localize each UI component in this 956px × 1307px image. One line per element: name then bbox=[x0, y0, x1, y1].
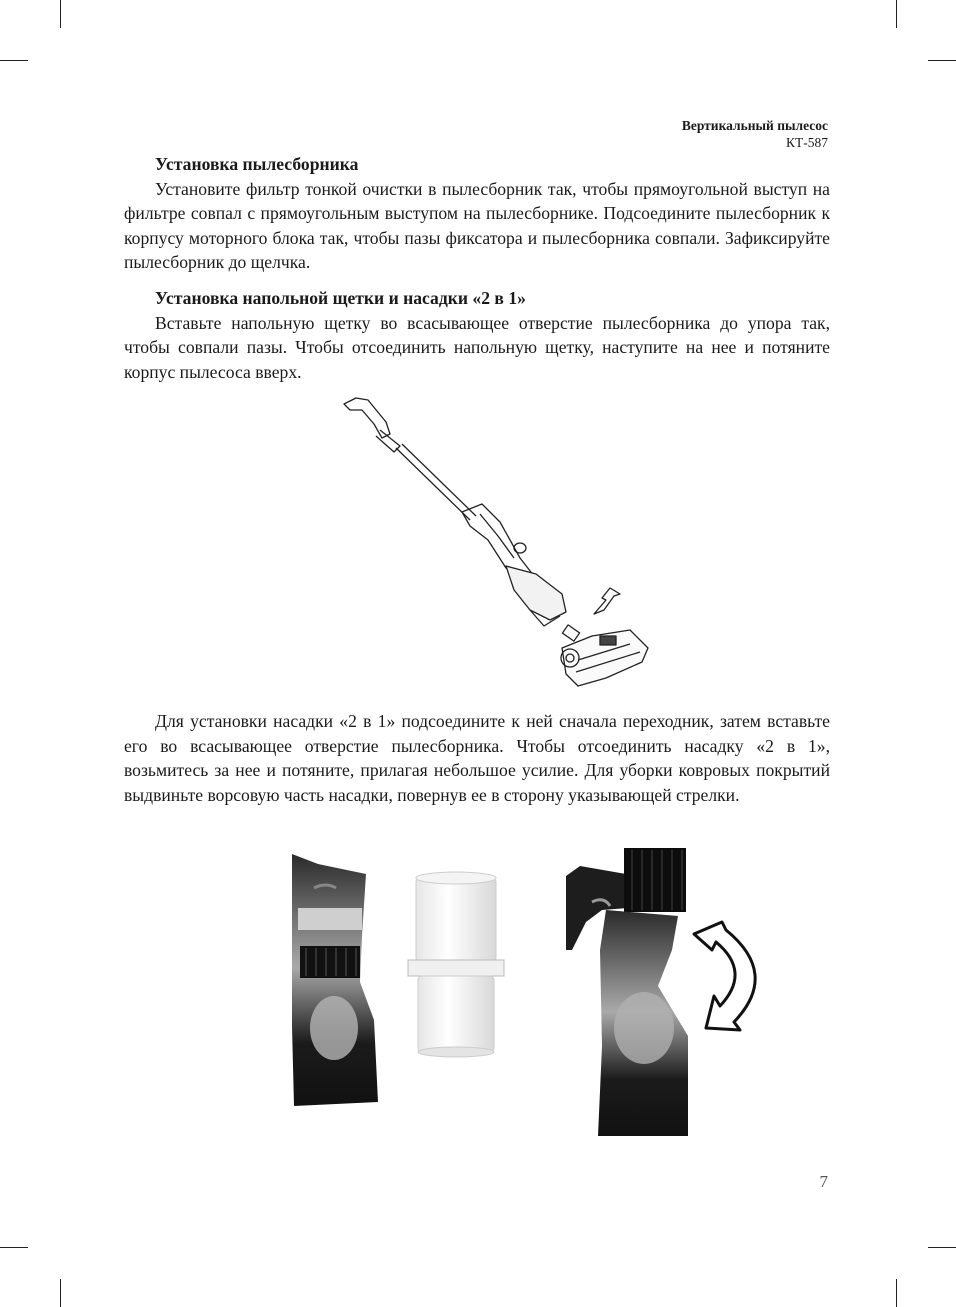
section-text: Для установки насадки «2 в 1» подсоедините к ней сначала переходник, затем вставьте его во всасывающее отверстие пылесборника. Чтобы отсоединить насадку «2 в 1», возьмитесь за нее и потяните, прилагая небольшое усилие. Для уборки ковровых покрытий выдвиньте ворсовую часть насадки, повернув ее в сторону указывающей стрелки. bbox=[124, 711, 830, 805]
section-floor-brush bbox=[124, 286, 830, 384]
vacuum-assembly-illustration bbox=[330, 390, 660, 700]
crop-mark bbox=[896, 0, 897, 28]
crop-mark bbox=[928, 1247, 956, 1248]
header-model-code: КТ-587 bbox=[786, 135, 828, 150]
crop-mark bbox=[928, 60, 956, 61]
crevice-brush-nozzle-left bbox=[292, 854, 378, 1106]
section-two-in-one-nozzle bbox=[124, 709, 830, 807]
header-product-name: Вертикальный пылесос bbox=[681, 118, 828, 133]
section-text: Установите фильтр тонкой очистки в пылесборник так, чтобы прямоугольной выступ на фильтре совпал с прямоугольным выступом на пылесборнике. Подсоедините пылесборник к корпусу моторного блока так, чтобы пазы фиксатора и пылесборника совпали. Зафиксируйте пылесборник до щелчка. bbox=[124, 178, 830, 272]
adapter-piece bbox=[408, 872, 504, 1057]
crop-mark bbox=[0, 60, 28, 61]
section-title: Установка напольной щетки и насадки «2 в 1» bbox=[155, 288, 526, 308]
running-header bbox=[682, 117, 828, 151]
page-number: 7 bbox=[819, 1172, 828, 1191]
crevice-brush-nozzle-right bbox=[566, 848, 688, 1136]
crop-mark bbox=[60, 1279, 61, 1307]
section-text: Вставьте напольную щетку во всасывающее отверстие пылесборника до упора так, чтобы совпали пазы. Чтобы отсоединить напольную щетку, наступите на нее и потяните корпус пылесоса вверх. bbox=[124, 312, 830, 382]
crop-mark bbox=[0, 1247, 28, 1248]
rotate-direction-arrow-icon bbox=[694, 922, 755, 1030]
crop-mark bbox=[60, 0, 61, 28]
section-dust-container bbox=[124, 152, 830, 275]
crop-mark bbox=[896, 1279, 897, 1307]
section-title: Установка пылесборника bbox=[155, 154, 359, 174]
nozzle-and-adapter-illustration bbox=[286, 846, 766, 1142]
